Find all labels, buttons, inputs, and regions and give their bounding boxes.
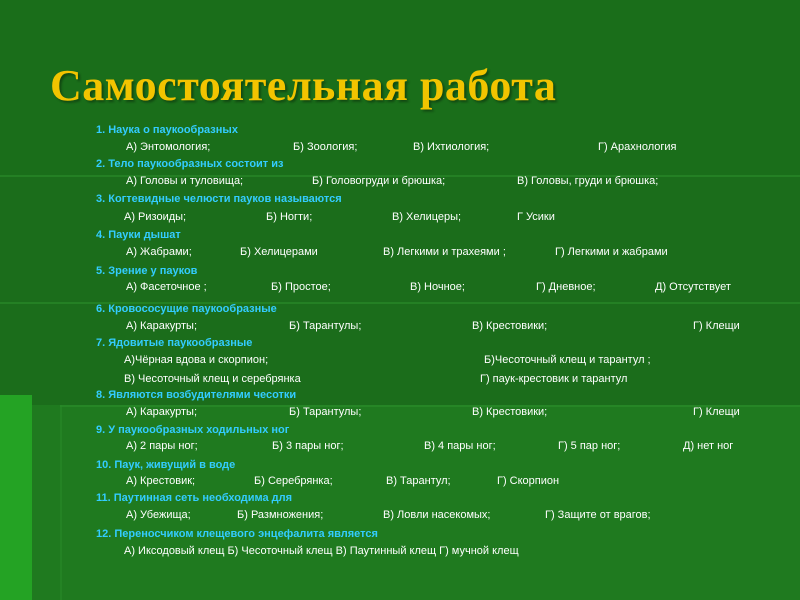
answer-option: Г) Скорпион — [497, 475, 560, 487]
answer-options-line: А) Иксодовый клещ Б) Чесоточный клещ В) Паутинный клещ Г) мучной клещ — [124, 545, 519, 557]
question-10: 10. Паук, живущий в воде — [96, 459, 236, 471]
answer-option: В) Крестовики; — [472, 320, 548, 332]
question-3: 3. Когтевидные челюсти пауков называются — [96, 193, 342, 205]
answer-option: В) Ловли насекомых; — [383, 509, 491, 521]
answer-option: А) Фасеточное ; — [126, 281, 207, 293]
answer-option: Г) 5 пар ног; — [558, 440, 621, 452]
answer-option: Б) Тарантулы; — [289, 406, 362, 418]
answer-option: Г) паук-крестовик и тарантул — [480, 373, 628, 385]
answer-option: Г) Клещи — [693, 320, 740, 332]
answer-option: Б) Тарантулы; — [289, 320, 362, 332]
answer-option: А) Головы и туловища; — [126, 175, 244, 187]
background-side-block — [0, 395, 32, 600]
background-stripe — [60, 405, 62, 600]
answer-option: Г) Защите от врагов; — [545, 509, 651, 521]
answer-option: Б) Ногти; — [266, 211, 313, 223]
answer-option: Г) Арахнология — [598, 141, 677, 153]
answer-option: А) Крестовик; — [126, 475, 196, 487]
answer-option: Б) Головогруди и брюшка; — [312, 175, 446, 187]
answer-option: В) Ихтиология; — [413, 141, 490, 153]
question-12: 12. Переносчиком клещевого энцефалита является — [96, 528, 378, 540]
question-2: 2. Тело паукообразных состоит из — [96, 158, 284, 170]
answer-option: Г Усики — [517, 211, 555, 223]
slide-title: Самостоятельная работа — [50, 61, 557, 110]
answer-option: В) 4 пары ног; — [424, 440, 496, 452]
answer-option: А) 2 пары ног; — [126, 440, 198, 452]
question-8: 8. Являются возбудителями чесотки — [96, 389, 297, 401]
answer-option: В) Легкими и трахеями ; — [383, 246, 506, 258]
answer-option: В) Ночное; — [410, 281, 465, 293]
question-6: 6. Кровососущие паукообразные — [96, 303, 277, 315]
answer-option: В) Хелицеры; — [392, 211, 462, 223]
question-11: 11. Паутинная сеть необходима для — [96, 492, 293, 504]
question-1: 1. Наука о паукообразных — [96, 124, 238, 136]
question-4: 4. Пауки дышат — [96, 229, 181, 241]
answer-option: Б)Чесоточный клещ и тарантул ; — [484, 354, 651, 366]
answer-option: Д) нет ног — [683, 440, 734, 452]
answer-option: Б) Размножения; — [237, 509, 324, 521]
answer-option: Б) Зоология; — [293, 141, 358, 153]
question-9: 9. У паукообразных ходильных ног — [96, 424, 290, 436]
answer-option: В) Чесоточный клещ и серебрянка — [124, 373, 301, 385]
answer-option: В) Крестовики; — [472, 406, 548, 418]
answer-option: Д) Отсутствует — [655, 281, 731, 293]
answer-option: Г) Легкими и жабрами — [555, 246, 668, 258]
answer-option: А)Чёрная вдова и скорпион; — [124, 354, 269, 366]
answer-option: А) Жабрами; — [126, 246, 192, 258]
answer-option: А) Каракурты; — [126, 406, 198, 418]
answer-option: Б) Серебрянка; — [254, 475, 333, 487]
answer-option: Г) Клещи — [693, 406, 740, 418]
answer-option: Б) Простое; — [271, 281, 331, 293]
question-7: 7. Ядовитые паукообразные — [96, 337, 253, 349]
answer-option: А) Убежища; — [126, 509, 191, 521]
answer-option: А) Каракурты; — [126, 320, 198, 332]
answer-option: В) Тарантул; — [386, 475, 451, 487]
answer-option: А) Энтомология; — [126, 141, 211, 153]
answer-option: В) Головы, груди и брюшка; — [517, 175, 659, 187]
answer-option: Б) Хелицерами — [240, 246, 318, 258]
answer-option: А) Ризоиды; — [124, 211, 187, 223]
answer-option: Б) 3 пары ног; — [272, 440, 344, 452]
question-5: 5. Зрение у пауков — [96, 265, 198, 277]
answer-option: Г) Дневное; — [536, 281, 596, 293]
